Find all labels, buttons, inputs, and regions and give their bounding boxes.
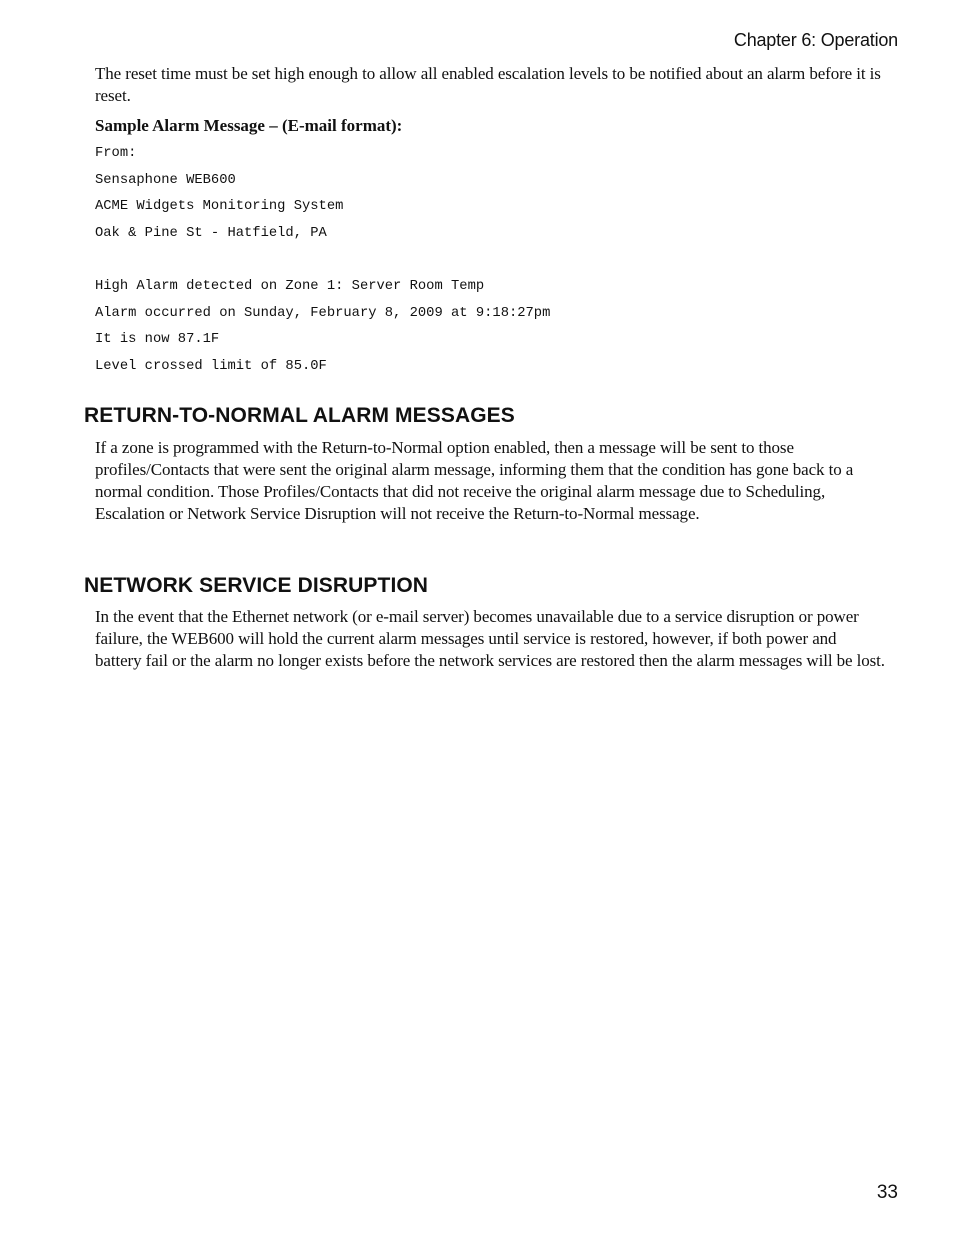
section-body-network-service-disruption: In the event that the Ethernet network (or e-mail server) becomes unavailable due to a service disruption or power failure, the WEB600 will hold the current alarm messages until service is restored, however, if both power and battery fail or the alarm no longer exists before the network services are restored then the alarm messages will be lost. [95,607,885,670]
code-line: Oak & Pine St - Hatfield, PA [95,225,327,241]
code-line: Level crossed limit of 85.0F [95,358,327,374]
code-line: ACME Widgets Monitoring System [95,199,344,215]
page-number: 33 [876,1182,898,1203]
sample-message-label: Sample Alarm Message – (E-mail format): [95,116,403,135]
code-line-blank [95,250,550,277]
sample-message-code-block [95,144,550,383]
chapter-header: Chapter 6: Operation [733,30,898,50]
code-line: Sensaphone WEB600 [95,172,236,188]
code-line: It is now 87.1F [95,332,220,348]
code-line: From: [95,146,137,161]
code-line: Alarm occurred on Sunday, February 8, 2009 at 9:18:27pm [95,305,551,321]
section-heading-network-service-disruption: NETWORK SERVICE DISRUPTION [84,574,429,597]
section-body-return-to-normal: If a zone is programmed with the Return-to-Normal option enabled, then a message will be sent to those profiles/Contacts that were sent the original alarm message, informing them that the condition has gone back to a normal condition. Those Profiles/Contacts that did not receive the original alarm message due to Scheduling, Escalation or Network Service Disruption will not receive the Return-to-Normal message. [95,438,854,523]
section-heading-return-to-normal: RETURN-TO-NORMAL ALARM MESSAGES [84,404,515,427]
reset-time-paragraph: The reset time must be set high enough to allow all enabled escalation levels to be notified about an alarm before it is reset. [95,64,881,105]
code-line: High Alarm detected on Zone 1: Server Room Temp [95,278,485,294]
